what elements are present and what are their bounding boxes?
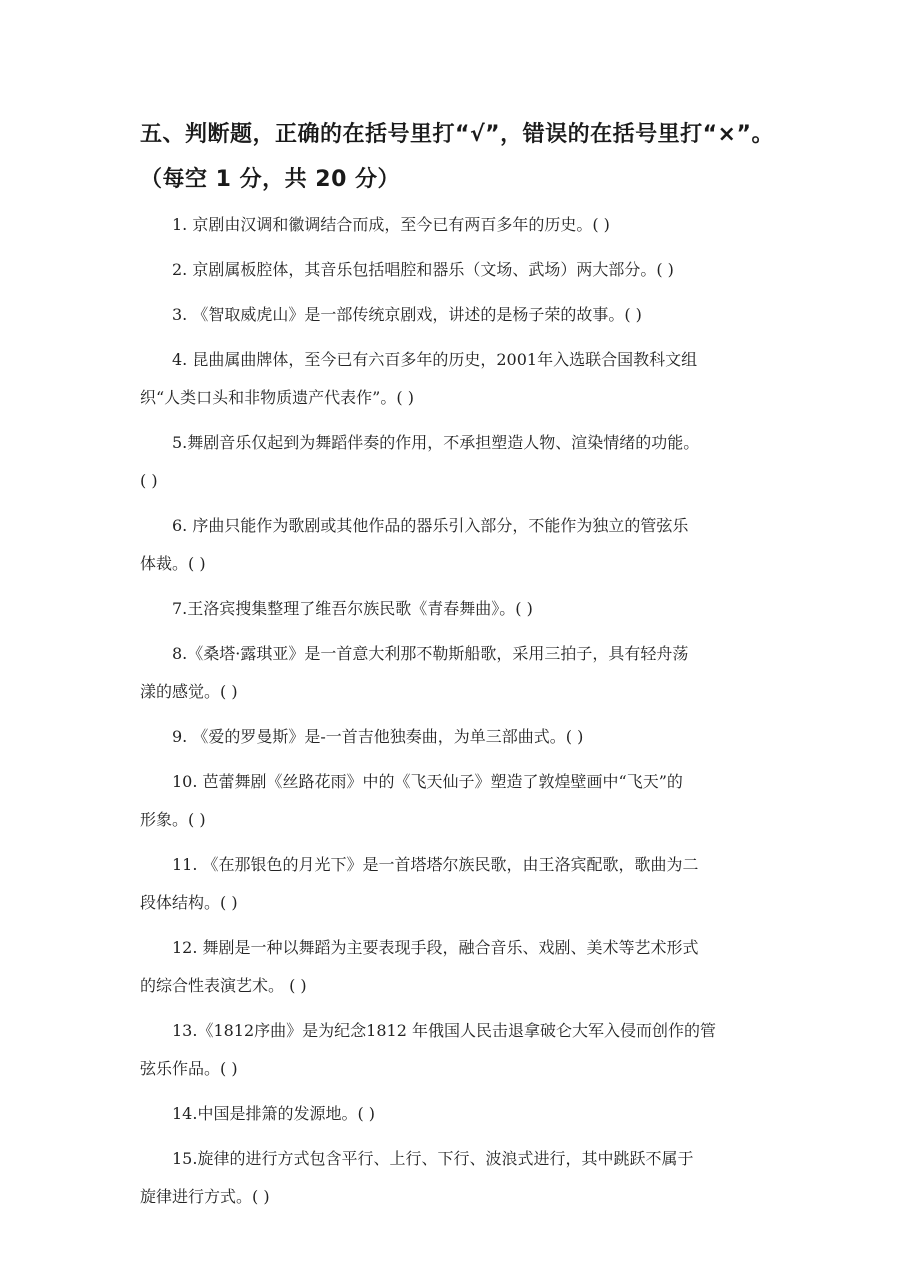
question-8-text-cont: 漾的感觉。( ) xyxy=(140,682,238,701)
question-9 xyxy=(140,718,780,756)
question-6 xyxy=(140,507,780,583)
question-11 xyxy=(140,846,780,922)
question-10-text: 10. 芭蕾舞剧《丝路花雨》中的《飞天仙子》塑造了敦煌壁画中“飞天”的 xyxy=(172,772,683,791)
question-4-text-cont: 织“人类口头和非物质遗产代表作”。( ) xyxy=(140,388,414,407)
question-1-text: 1. 京剧由汉调和徽调结合而成，至今已有两百多年的历史。( ) xyxy=(172,215,610,234)
section-scoring-note: （每空 1 分，共 20 分） xyxy=(140,167,401,192)
question-6-text-cont: 体裁。( ) xyxy=(140,554,206,573)
question-8 xyxy=(140,635,780,711)
question-12-text: 12. 舞剧是一种以舞蹈为主要表现手段，融合音乐、戏剧、美术等艺术形式 xyxy=(172,938,699,957)
question-11-text: 11. 《在那银色的月光下》是一首塔塔尔族民歌，由王洛宾配歌，歌曲为二 xyxy=(172,855,699,874)
question-10-text-cont: 形象。( ) xyxy=(140,810,206,829)
question-15-text-cont: 旋律进行方式。( ) xyxy=(140,1187,270,1206)
question-15-text: 15.旋律的进行方式包含平行、上行、下行、波浪式进行，其中跳跃不属于 xyxy=(172,1149,694,1168)
question-4 xyxy=(140,341,780,417)
question-14-text: 14.中国是排箫的发源地。( ) xyxy=(172,1104,376,1123)
question-5-text: 5.舞剧音乐仅起到为舞蹈伴奏的作用，不承担塑造人物、渲染情绪的功能。 xyxy=(172,433,700,452)
question-7-text: 7.王洛宾搜集整理了维吾尔族民歌《青春舞曲》。( ) xyxy=(172,599,533,618)
question-3-text: 3. 《智取威虎山》是一部传统京剧戏，讲述的是杨子荣的故事。( ) xyxy=(172,305,642,324)
question-13-text: 13.《1812序曲》是为纪念1812 年俄国人民击退拿破仑大军入侵而创作的管 xyxy=(172,1021,716,1040)
question-5-text-cont: ( ) xyxy=(140,471,158,490)
question-1 xyxy=(140,206,780,244)
question-8-text: 8.《桑塔·露琪亚》是一首意大利那不勒斯船歌，采用三拍子，具有轻舟荡 xyxy=(172,644,689,663)
question-13 xyxy=(140,1012,780,1088)
question-7 xyxy=(140,590,780,628)
question-5 xyxy=(140,424,780,500)
question-10 xyxy=(140,763,780,839)
question-4-text: 4. 昆曲属曲牌体，至今已有六百多年的历史，2001年入选联合国教科文组 xyxy=(172,350,698,369)
section-title: 五、判断题，正确的在括号里打“√”，错误的在括号里打“×”。 xyxy=(140,122,774,147)
question-3 xyxy=(140,296,780,334)
question-12 xyxy=(140,929,780,1005)
question-12-text-cont: 的综合性表演艺术。 ( ) xyxy=(140,976,307,995)
question-6-text: 6. 序曲只能作为歌剧或其他作品的器乐引入部分，不能作为独立的管弦乐 xyxy=(172,516,689,535)
question-list xyxy=(140,206,780,1216)
question-2 xyxy=(140,251,780,289)
question-15 xyxy=(140,1140,780,1216)
question-11-text-cont: 段体结构。( ) xyxy=(140,893,238,912)
section-heading xyxy=(140,112,840,202)
question-13-text-cont: 弦乐作品。( ) xyxy=(140,1059,238,1078)
question-9-text: 9. 《爱的罗曼斯》是-一首吉他独奏曲，为单三部曲式。( ) xyxy=(172,727,584,746)
question-2-text: 2. 京剧属板腔体，其音乐包括唱腔和器乐（文场、武场）两大部分。( ) xyxy=(172,260,674,279)
question-14 xyxy=(140,1095,780,1133)
